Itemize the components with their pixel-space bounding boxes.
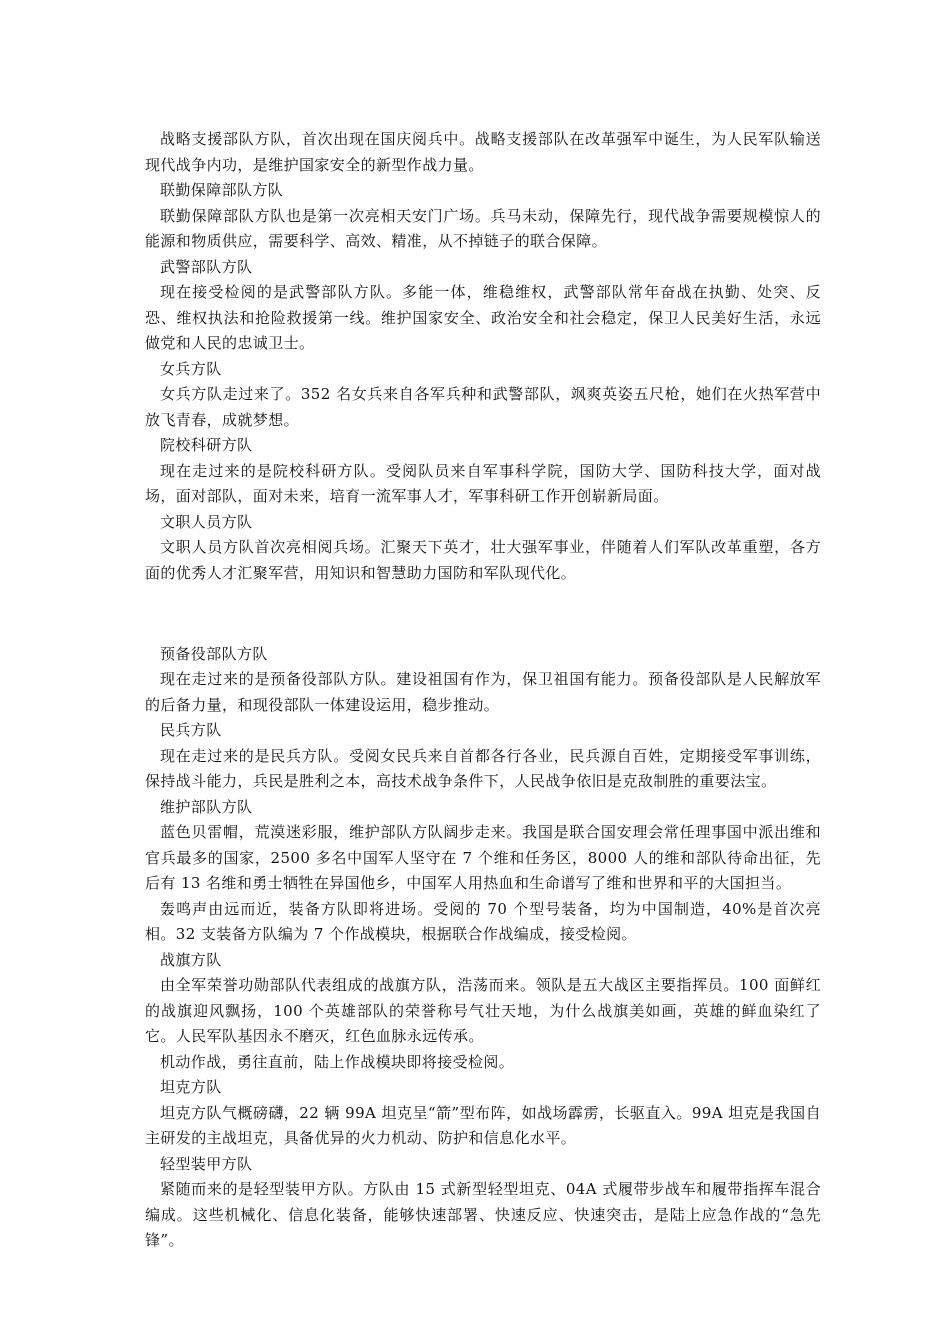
paragraph: 文职人员方队首次亮相阅兵场。汇聚天下英才，壮大强军事业，伴随着人们军队改革重塑，各方面的优秀人才汇聚军营，用知识和智慧助力国防和军队现代化。 (145, 538, 821, 582)
paragraph: 现在走过来的是民兵方队。受阅女民兵来自首都各行各业，民兵源自百姓，定期接受军事训练，保持战斗能力，兵民是胜利之本，高技术战争条件下，人民战争依旧是克敌制胜的重要法宝。 (145, 746, 821, 790)
paragraph: 战略支援部队方队，首次出现在国庆阅兵中。战略支援部队在改革强军中诞生，为人民军队输送现代战争内功，是维护国家安全的新型作战力量。 (145, 130, 821, 174)
section-heading: 院校科研方队 (160, 436, 253, 454)
paragraph: 坦克方队气概磅礴，22 辆 99A 坦克呈“箭”型布阵，如战场霹雳，长驱直入。99A 坦克是我国自主研发的主战坦克，具备优异的火力机动、防护和信息化水平。 (145, 1103, 821, 1147)
paragraph: 女兵方队走过来了。352 名女兵来自各军兵种和武警部队，飒爽英姿五尺枪，她们在火热军营中放飞青春，成就梦想。 (145, 385, 821, 429)
paragraph: 紧随而来的是轻型装甲方队。方队由 15 式新型轻型坦克、04A 式履带步战车和履带指挥车混合编成。这些机械化、信息化装备，能够快速部署、快速反应、快速突击，是陆上应急作战的“急先锋”。 (145, 1180, 821, 1249)
document-body (145, 127, 821, 1254)
section-heading: 坦克方队 (160, 1078, 222, 1096)
paragraph: 现在走过来的是预备役部队方队。建设祖国有作为，保卫祖国有能力。预备役部队是人民解放军的后备力量，和现役部队一体建设运用，稳步推动。 (145, 670, 821, 714)
section-heading: 战旗方队 (160, 950, 222, 969)
section-heading: 轻型装甲方队 (160, 1154, 253, 1173)
paragraph: 蓝色贝雷帽，荒漠迷彩服，维护部队方队阔步走来。我国是联合国安理会常任理事国中派出维和官兵最多的国家，2500 多名中国军人坚守在 7 个维和任务区，8000 人的维和部队待命出征，先后有 13 名维和勇士牺牲在异国他乡，中国军人用热血和生命谱写了维和世界和平的大国担当。 (145, 823, 821, 892)
section-heading: 维护部队方队 (160, 797, 253, 816)
paragraph: 由全军荣誉功勋部队代表组成的战旗方队，浩荡而来。领队是五大战区主要指挥员。100 面鲜红的战旗迎风飘扬，100 个英雄部队的荣誉称号气壮天地，为什么战旗美如画，英雄的鲜血染红了它。人民军队基因永不磨灭，红色血脉永远传承。 (145, 976, 821, 1045)
section-heading: 联勤保障部队方队 (160, 181, 284, 199)
paragraph: 现在接受检阅的是武警部队方队。多能一体，维稳维权，武警部队常年奋战在执勤、处突、反恐、维权执法和抢险救援第一线。维护国家安全、政治安全和社会稳定，保卫人民美好生活，永远做党和人民的忠诚卫士。 (145, 283, 821, 352)
paragraph: 机动作战，勇往直前，陆上作战模块即将接受检阅。 (160, 1052, 515, 1071)
section-heading: 女兵方队 (160, 359, 222, 378)
section-heading: 文职人员方队 (160, 512, 253, 531)
paragraph: 现在走过来的是院校科研方队。受阅队员来自军事科学院，国防大学、国防科技大学，面对战场，面对部队，面对未来，培育一流军事人才，军事科研工作开创崭新局面。 (145, 461, 821, 505)
paragraph: 联勤保障部队方队也是第一次亮相天安门广场。兵马未动，保障先行，现代战争需要规模惊人的能源和物质供应，需要科学、高效、精准，从不掉链子的联合保障。 (145, 206, 821, 250)
section-heading: 武警部队方队 (160, 257, 253, 276)
section-heading: 民兵方队 (160, 721, 222, 739)
section-heading: 预备役部队方队 (160, 644, 268, 663)
paragraph: 轰鸣声由远而近，装备方队即将进场。受阅的 70 个型号装备，均为中国制造，40%是首次亮相。32 支装备方队编为 7 个作战模块，根据联合作战编成，接受检阅。 (145, 899, 821, 943)
blank-line (145, 601, 821, 627)
